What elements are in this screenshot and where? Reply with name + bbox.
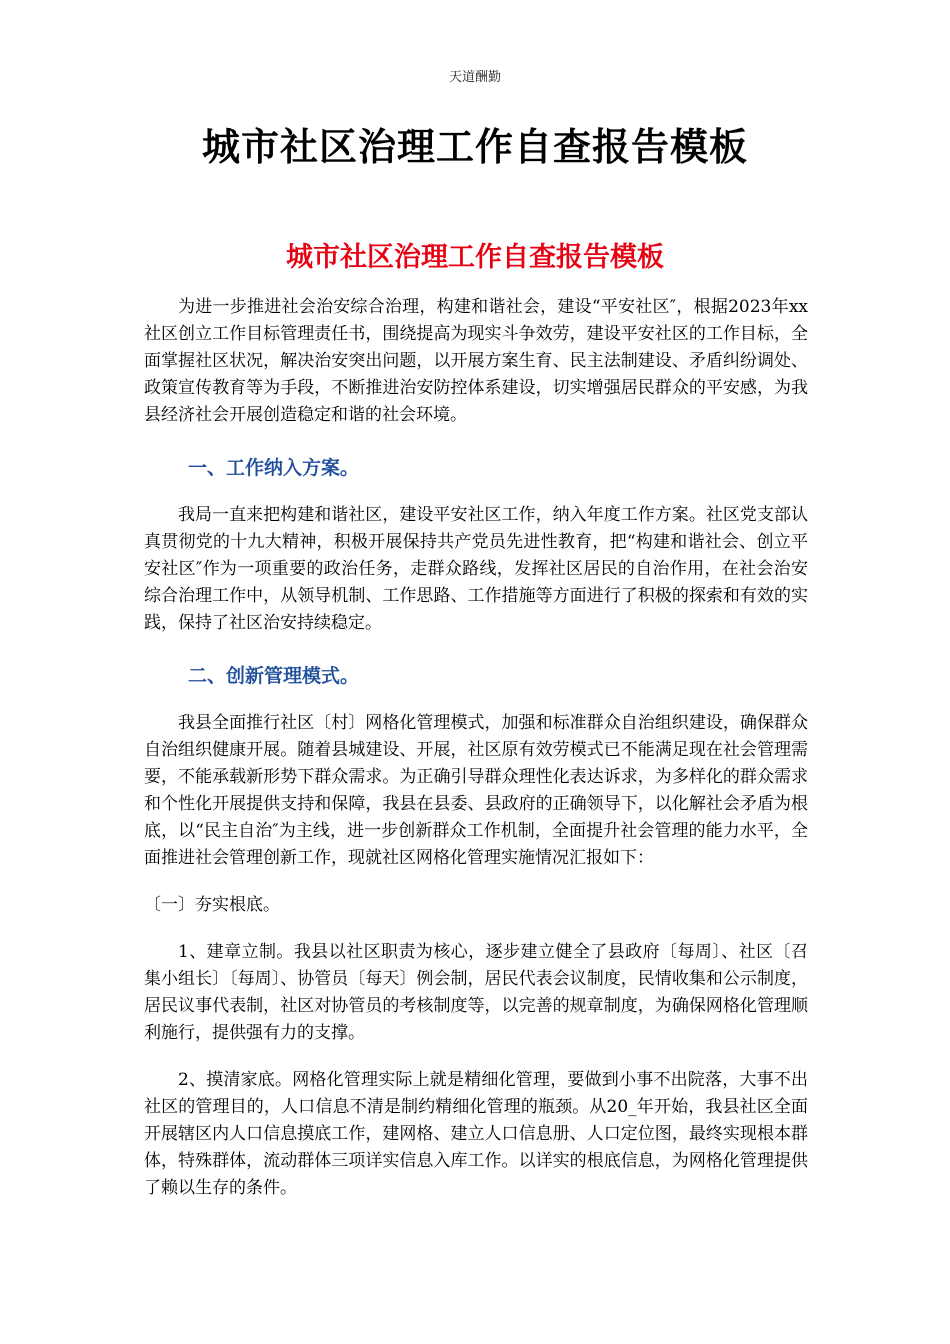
page-header-watermark: 天道酬勤 (448, 70, 501, 85)
section-paragraph-2: 我县全面推行社区〔村〕网格化管理模式，加强和标准群众自治组织建设，确保群众自治组织健康开展。随着县城建设、开展，社区原有效劳模式已不能满足现在社会管理需要，不能承载新形势下群众需求。为正确引导群众理性化表达诉求，为多样化的群众需求和个性化开展提供支持和保障，我县在县委、县政府的正确领导下，以化解社会矛盾为根底，以“民主自治″为主线，进一步创新群众工作机制，全面提升社会管理的能力水平，全面推进社会管理创新工作，现就社区网格化管理实施情况汇报如下： (144, 713, 808, 868)
section-heading-2: 二、创新管理模式。 (188, 665, 360, 687)
list-item: 1、建章立制。我县以社区职责为核心，逐步建立健全了县政府〔每周〕、社区〔召集小组长〕〔每周〕、协管员〔每天〕例会制，居民代表会议制度，民情收集和公示制度，居民议事代表制，社区对协管员的考核制度等，以完善的规章制度，为确保网格化管理顺利施行，提供强有力的支撑。 (144, 942, 808, 1043)
subsection-label: 〔一〕夯实根底。 (144, 895, 280, 915)
intro-paragraph: 为进一步推进社会治安综合治理，构建和谐社会，建设“平安社区″，根据2023年xx社区创立工作目标管理责任书，围绕提高为现实斗争效劳，建设平安社区的工作目标，全面掌握社区状况，解决治安突出问题，以开展方案生育、民主法制建设、矛盾纠纷调处、政策宣传教育等为手段，不断推进治安防控体系建设，切实增强居民群众的平安感，为我县经济社会开展创造稳定和谐的社会环境。 (144, 297, 808, 425)
document-title: 城市社区治理工作自查报告模板 (201, 125, 748, 169)
document-subtitle: 城市社区治理工作自查报告模板 (286, 242, 664, 273)
document-body (144, 294, 808, 1202)
list-item: 2、摸清家底。网格化管理实际上就是精细化管理，要做到小事不出院落，大事不出社区的管理目的，人口信息不清是制约精细化管理的瓶颈。从20_年开始，我县社区全面开展辖区内人口信息摸底工作，建网格、建立人口信息册、人口定位图，最终实现根本群体，特殊群体，流动群体三项详实信息入库工作。以详实的根底信息，为网格化管理提供了赖以生存的条件。 (144, 1070, 808, 1198)
section-heading-1: 一、工作纳入方案。 (188, 457, 360, 479)
section-paragraph-1: 我局一直来把构建和谐社区，建设平安社区工作，纳入年度工作方案。社区党支部认真贯彻党的十九大精神，积极开展保持共产党员先进性教育，把“构建和谐社会、创立平安社区″作为一项重要的政治任务，走群众路线，发挥社区居民的自治作用，在社会治安综合治理工作中，从领导机制、工作思路、工作措施等方面进行了积极的探索和有效的实践，保持了社区治安持续稳定。 (144, 505, 808, 633)
